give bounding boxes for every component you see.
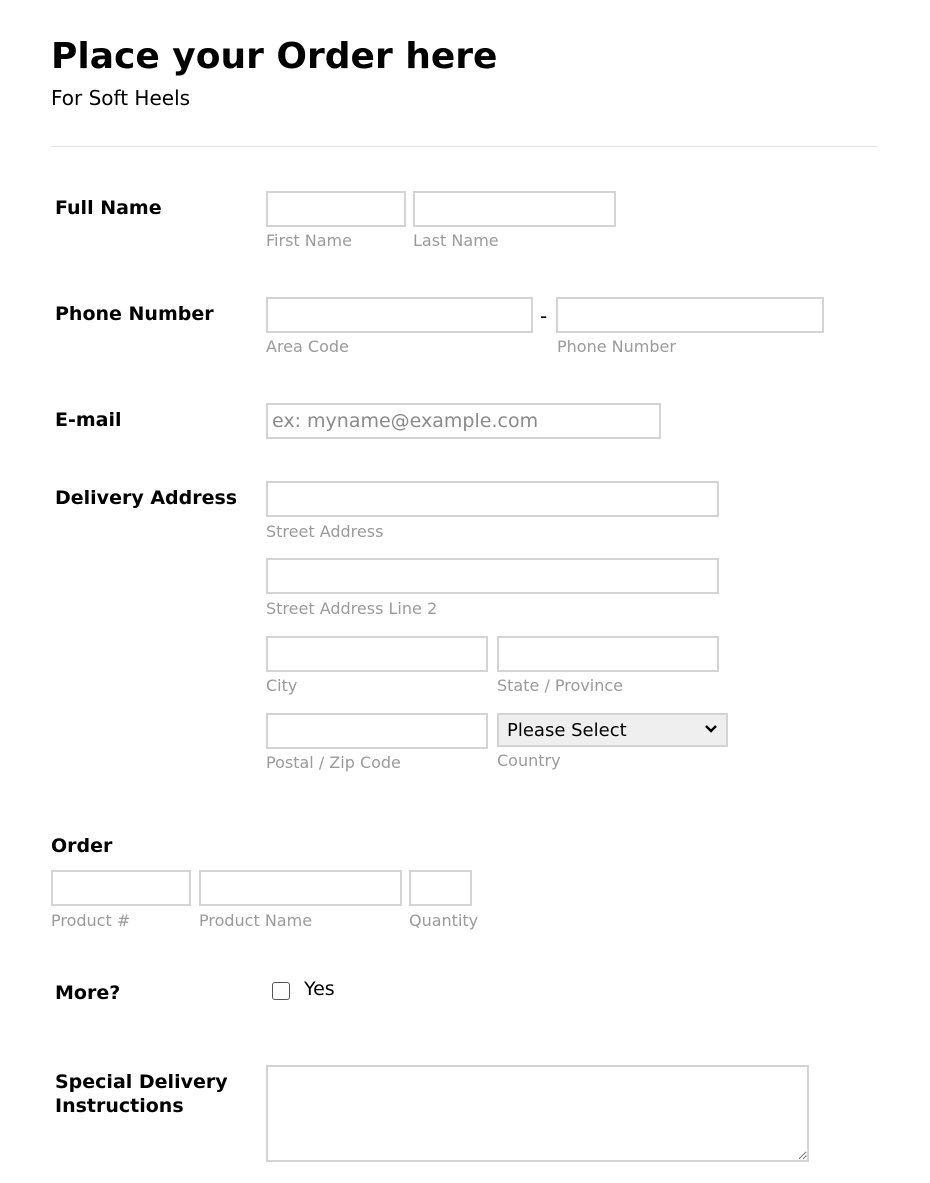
product-number-sublabel: Product #	[51, 911, 131, 930]
page-title: Place your Order here	[51, 36, 498, 77]
quantity-input[interactable]	[409, 870, 472, 906]
street-address-line2-sublabel: Street Address Line 2	[266, 599, 438, 618]
product-name-input[interactable]	[199, 870, 402, 906]
special-instructions-label-line1: Special Delivery	[55, 1071, 228, 1093]
special-instructions-label-line2: Instructions	[55, 1095, 184, 1117]
more-label: More?	[55, 982, 121, 1004]
city-input[interactable]	[266, 636, 488, 672]
phone-number-sublabel: Phone Number	[557, 337, 676, 356]
more-yes-checkbox[interactable]	[272, 982, 290, 1000]
last-name-input[interactable]	[413, 191, 616, 227]
street-address-input[interactable]	[266, 481, 719, 517]
chevron-down-icon	[704, 723, 718, 737]
page-subtitle: For Soft Heels	[51, 86, 191, 110]
area-code-sublabel: Area Code	[266, 337, 349, 356]
country-select[interactable]	[497, 713, 728, 747]
city-sublabel: City	[266, 676, 298, 695]
quantity-sublabel: Quantity	[409, 911, 479, 930]
street-address-sublabel: Street Address	[266, 522, 384, 541]
state-province-input[interactable]	[497, 636, 719, 672]
more-yes-label[interactable]: Yes	[304, 978, 335, 1000]
email-label: E-mail	[55, 409, 122, 431]
first-name-sublabel: First Name	[266, 231, 352, 250]
product-name-sublabel: Product Name	[199, 911, 313, 930]
first-name-input[interactable]	[266, 191, 406, 227]
phone-separator: -	[540, 304, 548, 328]
email-input[interactable]	[266, 403, 661, 439]
phone-number-input[interactable]	[556, 297, 824, 333]
product-number-input[interactable]	[51, 870, 191, 906]
delivery-address-label: Delivery Address	[55, 487, 238, 509]
special-instructions-textarea[interactable]	[266, 1065, 809, 1162]
header-divider	[51, 146, 878, 147]
full-name-label: Full Name	[55, 197, 162, 219]
last-name-sublabel: Last Name	[413, 231, 499, 250]
area-code-input[interactable]	[266, 297, 533, 333]
postal-code-input[interactable]	[266, 713, 488, 749]
special-instructions-label	[55, 1070, 228, 1118]
order-label: Order	[51, 835, 113, 857]
phone-number-label: Phone Number	[55, 303, 214, 325]
state-province-sublabel: State / Province	[497, 676, 623, 695]
street-address-line2-input[interactable]	[266, 558, 719, 594]
country-select-value: Please Select	[507, 719, 627, 741]
postal-code-sublabel: Postal / Zip Code	[266, 753, 401, 772]
country-sublabel: Country	[497, 751, 561, 770]
